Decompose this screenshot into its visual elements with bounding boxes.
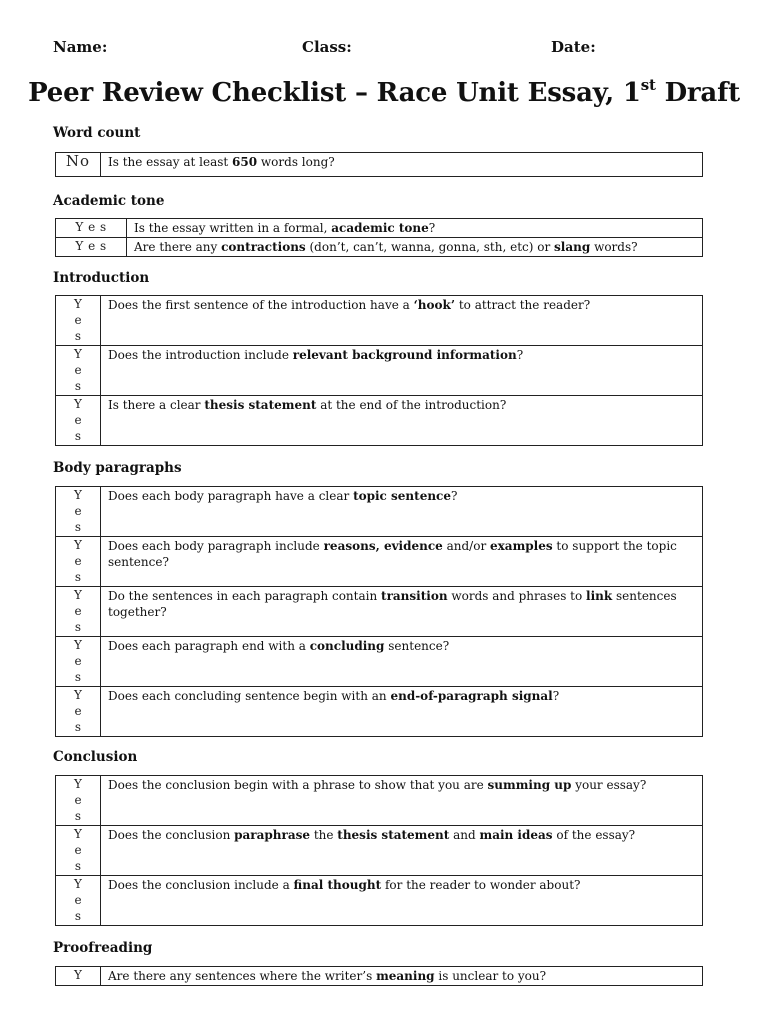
checklist-row [56,487,703,537]
answer-cell[interactable] [56,637,101,687]
checklist-row [56,587,703,637]
checklist-row [56,776,703,826]
question-text: sentences together? [108,589,677,619]
answer-cell[interactable] [56,587,101,637]
question-text: ? [516,348,524,362]
question-cell [127,238,703,257]
answer-cell[interactable] [56,396,101,446]
answer-cell[interactable] [56,346,101,396]
question-keyword: transition [381,589,448,603]
answer-text: Y e s [74,877,82,923]
question-text: Does each body paragraph include [108,539,324,553]
question-cell [101,153,703,177]
answer-text: Y e s [74,777,82,823]
question-text: words and phrases to [447,589,587,603]
answer-text: Y e s [74,827,82,873]
question-text: Does the conclusion include a [108,878,294,892]
section-title: Proofreading [53,940,153,956]
question-cell [101,587,703,637]
question-keyword: topic sentence [353,489,452,503]
checklist-row [56,687,703,737]
answer-text: Y e s [74,638,82,684]
question-cell [101,346,703,396]
question-text: ? [552,689,560,703]
question-text: and/or [442,539,490,553]
answer-cell[interactable]: Y [56,967,101,986]
question-text: ? [451,489,458,503]
question-text: sentence? [384,639,450,653]
checklist-table [55,152,703,177]
question-text: Does each paragraph end with a [108,639,310,653]
answer-cell[interactable] [56,537,101,587]
question-text: Are there any sentences where the writer’s [108,969,377,983]
question-keyword: academic tone [331,221,429,235]
page-title: Peer Review Checklist – Race Unit Essay, 1st Draft [28,76,740,108]
checklist-row [56,826,703,876]
question-keyword: link [586,589,613,603]
question-text: (don’t, can’t, wanna, gonna, sth, etc) or [305,240,555,254]
question-text: ? [428,221,436,235]
answer-text: Y e s [74,397,82,443]
checklist-row [56,396,703,446]
question-cell [101,637,703,687]
class-label: Class: [302,38,352,56]
question-keyword: contractions [221,240,306,254]
question-text: Does the introduction include [108,348,293,362]
answer-text: Y e s [74,538,82,584]
question-text: Are there any [134,240,222,254]
question-keyword: concluding [309,639,385,653]
question-text: Is the essay at least [108,155,233,169]
checklist-table [55,775,703,926]
answer-cell[interactable] [56,876,101,926]
answer-cell[interactable] [56,487,101,537]
checklist-row [56,967,703,986]
question-cell [101,396,703,446]
question-keyword: meaning [376,969,435,983]
section-title: Introduction [53,270,150,286]
question-keyword: main ideas [479,828,553,842]
question-text: to support the topic sentence? [108,539,677,569]
question-cell [101,876,703,926]
answer-cell[interactable]: No [56,153,101,177]
checklist-table [55,486,703,737]
question-cell [101,296,703,346]
question-text: of the essay? [552,828,636,842]
question-text: your essay? [571,778,647,792]
question-keyword: end-of-paragraph signal [390,689,553,703]
checklist-row [56,296,703,346]
question-text: is unclear to you? [434,969,547,983]
question-text: at the end of the introduction? [316,398,507,412]
answer-cell[interactable] [56,687,101,737]
question-keyword: thesis statement [337,828,450,842]
question-text: the [310,828,338,842]
answer-cell[interactable] [56,776,101,826]
answer-cell[interactable]: Y e s [56,219,127,238]
answer-text: Y e s [74,488,82,534]
section-title: Conclusion [53,749,138,765]
question-keyword: final thought [293,878,382,892]
checklist-row [56,346,703,396]
checklist-table [55,295,703,446]
question-keyword: relevant background information [292,348,517,362]
question-text: Does the conclusion [108,828,235,842]
checklist-row [56,238,703,257]
question-text: Is there a clear [108,398,205,412]
section-title: Body paragraphs [53,460,182,476]
question-text: to attract the reader? [455,298,591,312]
checklist-row [56,876,703,926]
checklist-row [56,537,703,587]
name-label: Name: [53,38,108,56]
question-text: Is the essay written in a formal, [134,221,332,235]
question-text: for the reader to wonder about? [381,878,581,892]
question-cell [101,776,703,826]
question-keyword: reasons, evidence [323,539,443,553]
question-text: and [449,828,480,842]
question-keyword: summing up [487,778,572,792]
question-cell [101,487,703,537]
checklist-row [56,637,703,687]
question-text: words? [590,240,638,254]
question-text: Does the conclusion begin with a phrase to show that you are [108,778,488,792]
question-text: Does each body paragraph have a clear [108,489,354,503]
answer-text: Y e s [74,297,82,343]
section-title: Word count [53,125,141,141]
question-cell [101,687,703,737]
answer-cell[interactable] [56,826,101,876]
question-text: Do the sentences in each paragraph contain [108,589,382,603]
question-keyword: thesis statement [204,398,317,412]
answer-text: Y e s [74,347,82,393]
question-cell [101,537,703,587]
answer-text: Y e s [74,688,82,734]
question-keyword: slang [554,240,591,254]
section-title: Academic tone [53,193,165,209]
question-text: words long? [257,155,335,169]
date-label: Date: [551,38,596,56]
question-text: Does the first sentence of the introduction have a [108,298,414,312]
question-cell [101,826,703,876]
header-fields [53,38,715,62]
checklist-row [56,219,703,238]
question-keyword: examples [490,539,553,553]
question-keyword: ‘hook’ [413,298,456,312]
question-keyword: paraphrase [234,828,310,842]
answer-text: Y e s [74,588,82,634]
checklist-row [56,153,703,177]
checklist-table [55,966,703,986]
question-cell [101,967,703,986]
question-cell [127,219,703,238]
answer-cell[interactable]: Y e s [56,238,127,257]
checklist-table [55,218,703,257]
question-text: Does each concluding sentence begin with an [108,689,391,703]
question-keyword: 650 [232,155,258,169]
answer-cell[interactable] [56,296,101,346]
